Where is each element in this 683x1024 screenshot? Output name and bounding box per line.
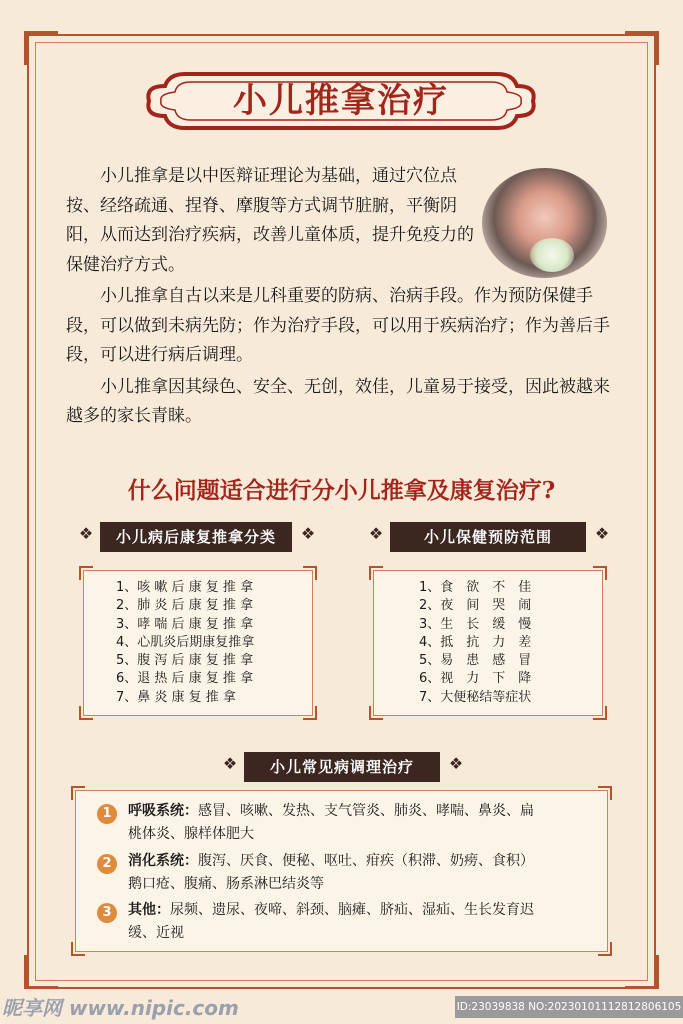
page-title: 小儿推拿治疗 [233, 81, 449, 121]
list-item: 1、咳 嗽 后 康 复 推 拿 [116, 580, 254, 595]
diamond-ornament-icon: ❖ [222, 754, 238, 773]
list-item: 6、退 热 后 康 复 推 拿 [116, 671, 254, 687]
intro-paragraph: 小儿推拿因其绿色、安全、无创，效佳，儿童易于接受，因此被越来越多的家长青睐。 [66, 376, 610, 426]
row-key: 呼吸系统： [128, 803, 198, 819]
number-2-icon: 2 [97, 854, 117, 874]
rehab-list [116, 579, 254, 707]
number-1-icon: 1 [97, 804, 117, 824]
list-item: 7、鼻 炎 康 复 推 拿 [116, 689, 236, 705]
number-3-icon: 3 [97, 903, 117, 923]
respiratory-row [128, 800, 628, 846]
digestive-row [128, 850, 628, 896]
list-item: 7、大便秘结等症状 [419, 689, 532, 705]
list-item: 3、生 长 缓 慢 [419, 616, 532, 632]
corner-ornament [625, 955, 659, 989]
image-id-line: ID:23039838 NO:20230101112812806105 [455, 996, 683, 1018]
diamond-ornament-icon: ❖ [594, 524, 610, 543]
list-item: 2、夜 间 哭 闹 [419, 598, 532, 614]
row-key: 消化系统： [128, 853, 198, 869]
corner-ornament [24, 955, 58, 989]
row-text: 尿频、遗尿、夜啼、斜颈、脑瘫、脐疝、湿疝、生长发育迟 [170, 902, 534, 918]
site-watermark: 昵享网 www.nipic.com [2, 996, 239, 1020]
label-common-disease: 小儿常见病调理治疗 [244, 752, 440, 782]
row-text: 腹泻、厌食、便秘、呕吐、疳疾（积滞、奶痨、食积） [198, 853, 534, 869]
intro-paragraph: 小儿推拿是以中医辩证理论为基础，通过穴位点按、经络疏通、捏脊、摩腹等方式调节脏腑，平衡阴阳，从而达到治疗疾病，改善儿童体质，提升免疫力的保健治疗方式。 [66, 166, 474, 275]
diamond-ornament-icon: ❖ [78, 524, 94, 543]
row-key: 其他： [128, 902, 170, 918]
intro-paragraph: 小儿推拿自古以来是儿科重要的防病、治病手段。作为预防保健手段，可以做到未病先防；作为治疗手段，可以用于疾病治疗；作为善后手段，可以进行病后调理。 [66, 286, 610, 365]
prevention-list-box [373, 570, 603, 716]
label-prevention-scope: 小儿保健预防范围 [390, 522, 586, 552]
rehab-list-box [83, 570, 313, 716]
row-text: 鹅口疮、腹痛、肠系淋巴结炎等 [128, 876, 324, 892]
other-row [128, 899, 628, 945]
diamond-ornament-icon: ❖ [368, 524, 384, 543]
corner-ornament [24, 31, 58, 65]
label-rehab-classification: 小儿病后康复推拿分类 [100, 522, 292, 552]
list-item: 5、腹 泻 后 康 复 推 拿 [116, 653, 254, 669]
intro-text [66, 162, 626, 434]
row-text: 感冒、咳嗽、发热、支气管炎、肺炎、哮喘、鼻炎、扁 [198, 803, 534, 819]
row-text: 缓、近视 [128, 925, 184, 941]
diamond-ornament-icon: ❖ [300, 524, 316, 543]
list-item: 1、食 欲 不 佳 [419, 580, 532, 595]
row-text: 桃体炎、腺样体肥大 [128, 826, 254, 842]
list-item: 4、心肌炎后期康复推拿 [116, 634, 255, 650]
list-item: 2、肺 炎 后 康 复 推 拿 [116, 598, 254, 614]
list-item: 5、易 患 感 冒 [419, 653, 532, 669]
corner-ornament [625, 31, 659, 65]
title-plaque [145, 66, 537, 136]
section-question: 什么问题适合进行分小儿推拿及康复治疗? [127, 477, 556, 504]
list-item: 4、抵 抗 力 差 [419, 634, 532, 650]
list-item: 6、视 力 下 降 [419, 671, 532, 687]
prevention-list [419, 579, 531, 707]
diamond-ornament-icon: ❖ [448, 754, 464, 773]
list-item: 3、哮 喘 后 康 复 推 拿 [116, 616, 254, 632]
